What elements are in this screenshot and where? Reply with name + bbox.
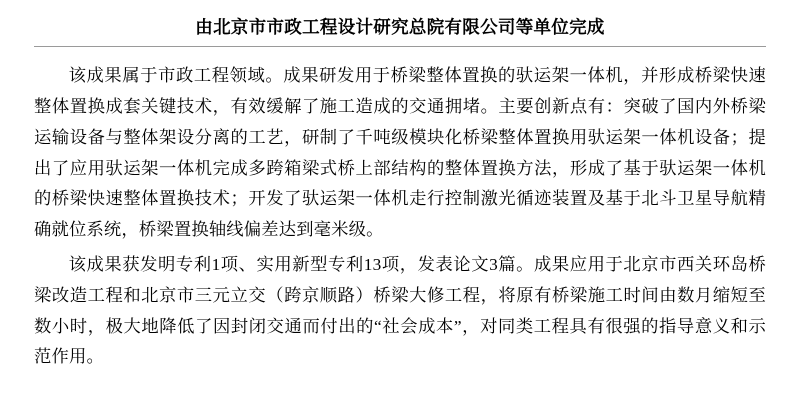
title-divider [34,46,766,47]
page-title: 由北京市市政工程设计研究总院有限公司等单位完成 [195,17,605,37]
body-paragraph-2: 该成果获发明专利1项、实用新型专利13项，发表论文3篇。成果应用于北京市西关环岛桥梁改造工程和北京市三元立交（跨京顺路）桥梁大修工程，将原有桥梁施工时间由数月缩短至数小时，极大地降低了因封闭交通而付出的“社会成本”，对同类工程具有很强的指导意义和示范作用。 [34,254,766,367]
body-paragraph-1: 该成果属于市政工程领域。成果研发用于桥梁整体置换的驮运架一体机，并形成桥梁快速整体置换成套关键技术，有效缓解了施工造成的交通拥堵。主要创新点有：突破了国内外桥梁运输设备与整体架设分离的工艺，研制了千吨级模块化桥梁整体置换用驮运架一体机设备；提出了应用驮运架一体机完成多跨箱梁式桥上部结构的整体置换方法，形成了基于驮运架一体机的桥梁快速整体置换技术；开发了驮运架一体机走行控制激光循迹装置及基于北斗卫星导航精确就位系统，桥梁置换轴线偏差达到毫米级。 [34,66,766,240]
